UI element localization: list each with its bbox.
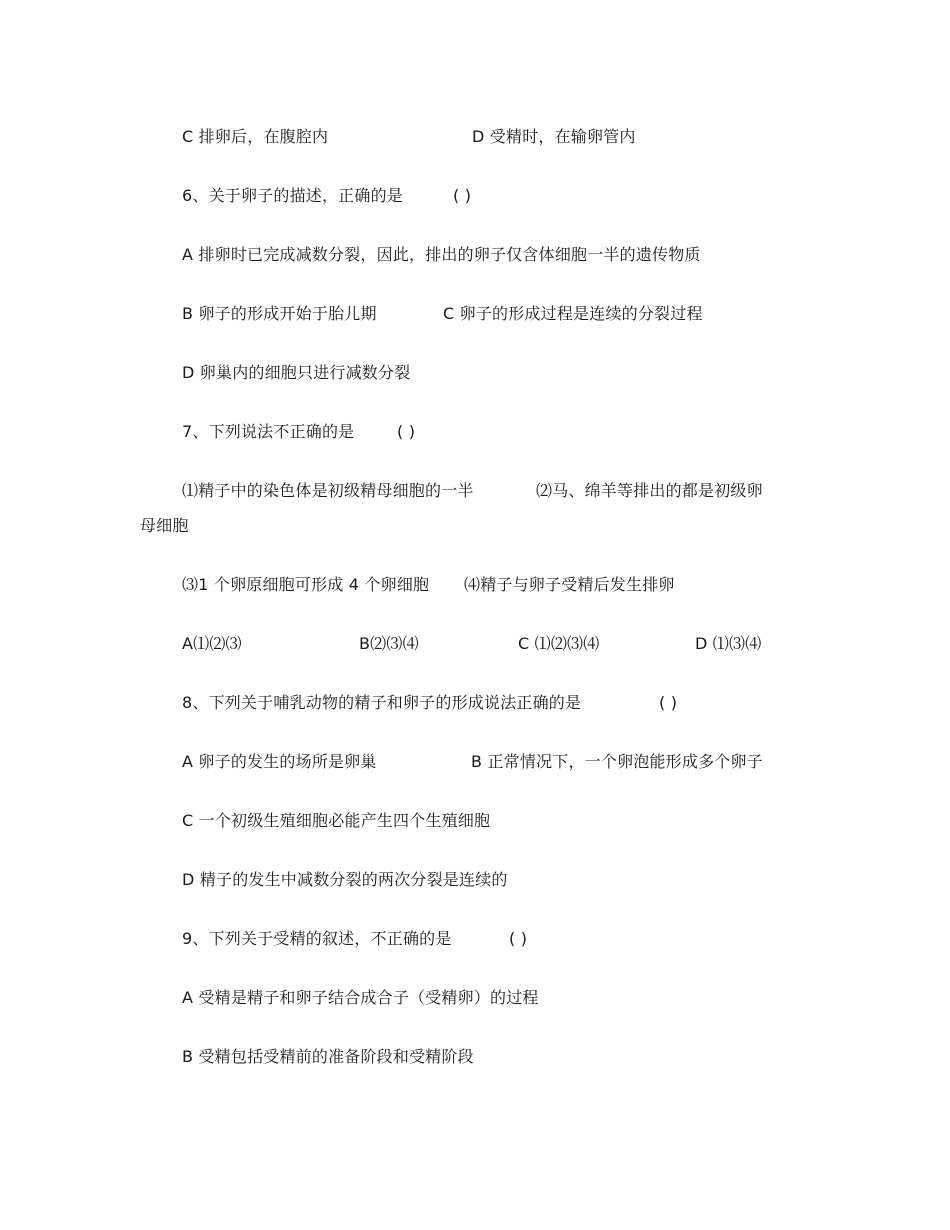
q5-option-d: D 受精时，在输卵管内	[472, 127, 636, 146]
q8-option-b: B 正常情况下，一个卵泡能形成多个卵子	[471, 752, 763, 771]
q7-item-4: ⑷精子与卵子受精后发生排卵	[464, 575, 675, 594]
q8-option-a: A 卵子的发生的场所是卵巢	[182, 752, 377, 771]
q7-answer-paren: ( )	[397, 422, 416, 441]
q7-option-b: B⑵⑶⑷	[359, 634, 419, 653]
q7-item-1: ⑴精子中的染色体是初级精母细胞的一半	[182, 481, 474, 500]
q6-stem: 6、关于卵子的描述，正确的是	[182, 186, 403, 205]
q6-option-d: D 卵巢内的细胞只进行减数分裂	[182, 363, 411, 382]
q7-item-3: ⑶1 个卵原细胞可形成 4 个卵细胞	[182, 575, 430, 594]
q9-answer-paren: ( )	[509, 929, 528, 948]
q6-option-b: B 卵子的形成开始于胎儿期	[182, 304, 377, 323]
q9-stem: 9、下列关于受精的叙述，不正确的是	[182, 929, 452, 948]
q7-option-a: A⑴⑵⑶	[182, 634, 242, 653]
q6-option-a: A 排卵时已完成减数分裂，因此，排出的卵子仅含体细胞一半的遗传物质	[182, 245, 701, 264]
q5-option-c: C 排卵后，在腹腔内	[182, 127, 329, 146]
q9-option-a: A 受精是精子和卵子结合成合子（受精卵）的过程	[182, 988, 539, 1007]
q7-item-2-end: 母细胞	[140, 516, 189, 535]
q8-answer-paren: ( )	[659, 693, 678, 712]
q7-option-d: D ⑴⑶⑷	[695, 634, 762, 653]
q9-option-b: B 受精包括受精前的准备阶段和受精阶段	[182, 1047, 474, 1066]
q8-option-c: C 一个初级生殖细胞必能产生四个生殖细胞	[182, 811, 491, 830]
q6-answer-paren: ( )	[453, 186, 472, 205]
q7-item-2-start: ⑵马、绵羊等排出的都是初级卵	[536, 481, 763, 500]
q7-stem: 7、下列说法不正确的是	[182, 422, 355, 441]
q7-option-c: C ⑴⑵⑶⑷	[518, 634, 600, 653]
q8-stem: 8、下列关于哺乳动物的精子和卵子的形成说法正确的是	[182, 693, 582, 712]
q6-option-c: C 卵子的形成过程是连续的分裂过程	[443, 304, 703, 323]
q8-option-d: D 精子的发生中减数分裂的两次分裂是连续的	[182, 870, 508, 889]
